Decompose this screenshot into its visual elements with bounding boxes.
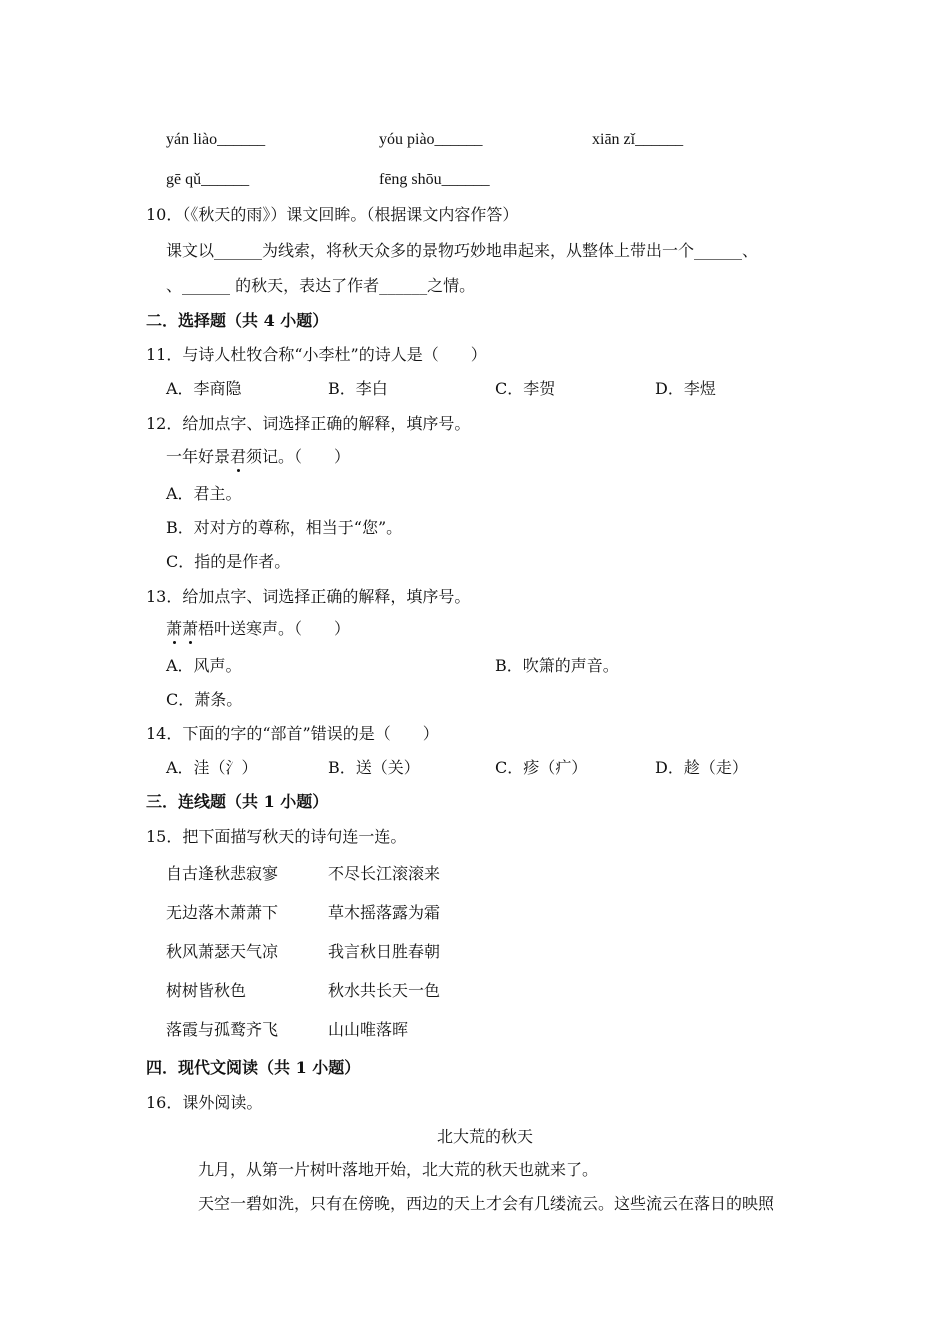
passage-paragraph-2: 天空一碧如洗，只有在傍晚，西边的天上才会有几缕流云。这些流云在落日的映照: [198, 1194, 775, 1213]
q11-stem: 11．与诗人杜牧合称“小李杜”的诗人是（ ）: [146, 345, 487, 364]
q14-option-b: B．送（关）: [328, 758, 420, 777]
pinyin-yan-liao: yán liào______: [166, 131, 266, 148]
passage-title: 北大荒的秋天: [437, 1127, 534, 1146]
q12-emphasis-char: 君: [230, 447, 247, 466]
section-heading-reading: 四．现代文阅读（共 1 小题）: [146, 1058, 361, 1077]
pinyin-ge-qu: gē qǔ______: [166, 171, 250, 188]
q11-option-c: C．李贺: [495, 379, 556, 398]
q13-option-a: A．风声。: [166, 656, 242, 675]
q10-stem: 10．（《秋天的雨》）课文回眸。（根据课文内容作答）: [146, 205, 519, 224]
q13-emphasis-char-2: 萧: [182, 619, 199, 638]
q12-stem: 12．给加点字、词选择正确的解释，填序号。: [146, 414, 471, 433]
q14-option-c: C．疹（疒）: [495, 758, 588, 777]
section-heading-choice: 二．选择题（共 4 小题）: [146, 311, 329, 330]
q16-stem: 16．课外阅读。: [146, 1093, 263, 1112]
q14-option-a: A．洼（氵）: [166, 758, 258, 777]
section-heading-matching: 三．连线题（共 1 小题）: [146, 792, 329, 811]
q11-option-d: D．李煜: [655, 379, 716, 398]
q13-option-c: C．萧条。: [166, 690, 243, 709]
pinyin-feng-shou: fēng shōu______: [379, 171, 490, 188]
q10-line2: 、______ 的秋天，表达了作者______之情。: [166, 276, 476, 295]
q13-sentence-post: 梧叶送寒声。（ ）: [198, 619, 351, 638]
q15-right-item: 草木摇落露为霜: [328, 903, 441, 922]
q15-left-item: 落霞与孤鹜齐飞: [166, 1020, 279, 1039]
q13-sentence: [166, 619, 350, 639]
q12-sentence-post: 须记。（ ）: [246, 447, 351, 466]
q14-option-d: D．趁（走）: [655, 758, 748, 777]
q15-right-item: 秋水共长天一色: [328, 981, 441, 1000]
q12-sentence-pre: 一年好景: [166, 447, 231, 466]
q15-right-item: 不尽长江滚滚来: [328, 864, 441, 883]
q14-stem: 14．下面的字的“部首”错误的是（ ）: [146, 724, 439, 743]
q15-left-item: 自古逢秋悲寂寥: [166, 864, 279, 883]
q13-stem: 13．给加点字、词选择正确的解释，填序号。: [146, 587, 471, 606]
q11-option-a: A．李商隐: [166, 379, 242, 398]
q15-left-item: 树树皆秋色: [166, 981, 247, 1000]
passage-paragraph-1: 九月，从第一片树叶落地开始，北大荒的秋天也就来了。: [198, 1160, 599, 1179]
q13-option-b: B．吹箫的声音。: [495, 656, 619, 675]
q15-right-item: 山山唯落晖: [328, 1020, 409, 1039]
q12-option-b: B．对对方的尊称，相当于“您”。: [166, 518, 403, 537]
q12-option-c: C．指的是作者。: [166, 552, 291, 571]
q15-right-item: 我言秋日胜春朝: [328, 942, 441, 961]
q10-line1: 课文以______为线索，将秋天众多的景物巧妙地串起来，从整体上带出一个______、: [166, 241, 759, 260]
pinyin-xian-zi: xiān zǐ______: [592, 131, 684, 148]
pinyin-you-piao: yóu piào______: [379, 131, 483, 148]
q15-left-item: 无边落木萧萧下: [166, 903, 279, 922]
q12-sentence: [166, 447, 350, 467]
q15-left-item: 秋风萧瑟天气凉: [166, 942, 279, 961]
q11-option-b: B．李白: [328, 379, 388, 398]
q13-emphasis-char-1: 萧: [166, 619, 183, 638]
q12-option-a: A．君主。: [166, 484, 242, 503]
q15-stem: 15．把下面描写秋天的诗句连一连。: [146, 827, 407, 846]
